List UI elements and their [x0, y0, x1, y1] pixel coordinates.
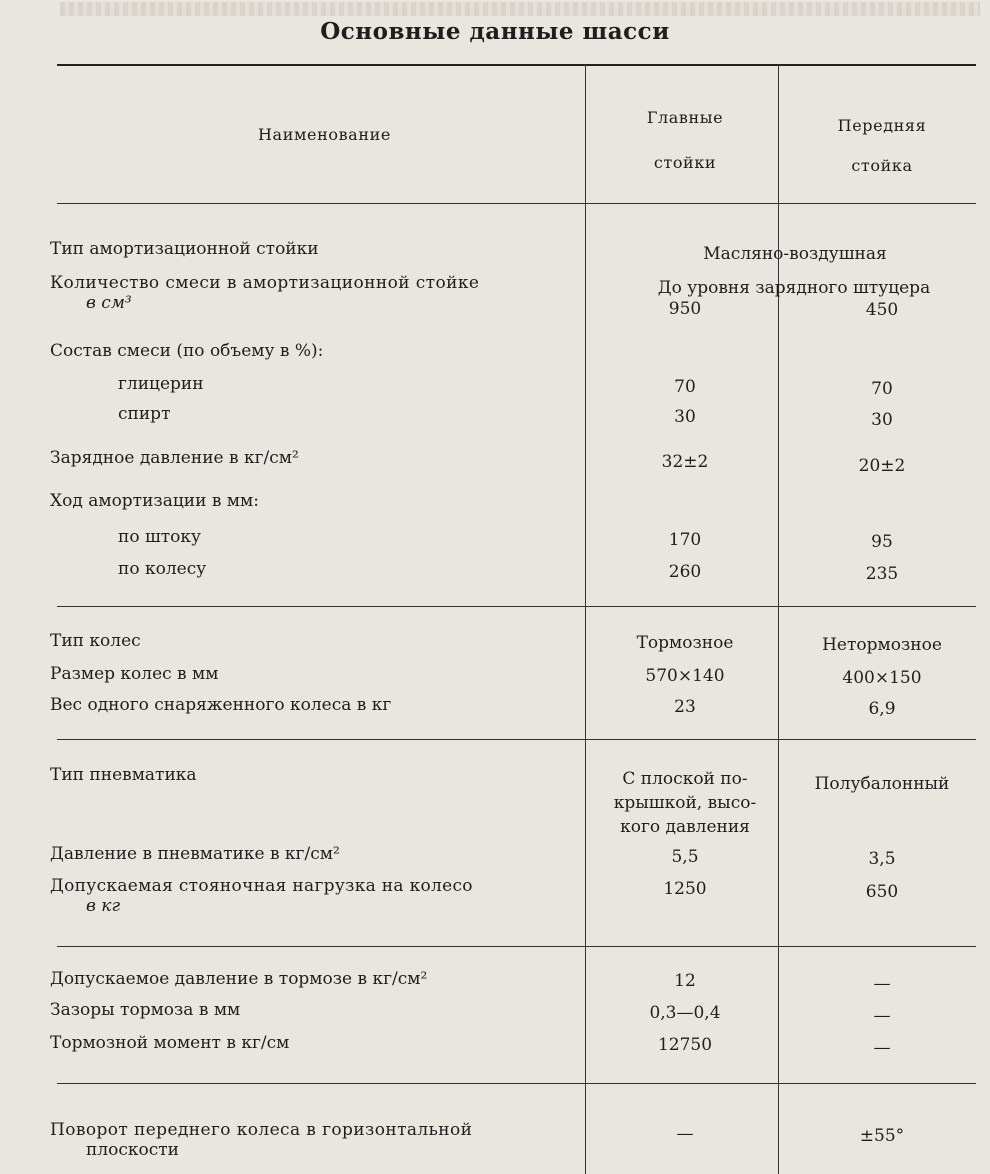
glycerin-front: 70: [871, 379, 893, 399]
row-label-tire-type: Тип пневматика: [50, 765, 197, 785]
row-label-glycerin: глицерин: [118, 374, 204, 394]
mix-qty-main: 950: [668, 299, 702, 319]
wheel-type-front: Нетормозное: [822, 635, 942, 655]
glycerin-main: 70: [674, 377, 696, 397]
tire-pressure-main: 5,5: [671, 847, 699, 867]
row-label-wheel-type: Тип колес: [50, 631, 141, 651]
front-turn-main: —: [676, 1124, 694, 1144]
alcohol-main: 30: [674, 407, 696, 427]
charge-pressure-main: 32±2: [661, 452, 709, 472]
stroke-rod-main: 170: [668, 530, 702, 550]
brake-pressure-front: —: [873, 974, 891, 994]
header-main-line1: Главные: [646, 108, 724, 127]
header-main-line2: стойки: [653, 153, 717, 172]
row-label-tire-pressure: Давление в пневматике в кг/см²: [50, 844, 340, 864]
row-label-wheel-size: Размер колес в мм: [50, 664, 219, 684]
header-name: Наименование: [258, 125, 391, 144]
row-label-mix-qty-unit: в см³: [86, 293, 132, 313]
row-label-stroke: Ход амортизации в мм:: [50, 491, 259, 511]
tire-type-front: Полубалонный: [814, 774, 950, 794]
stroke-wheel-front: 235: [865, 564, 899, 584]
strut-type-value: Масляно-воздушная: [703, 244, 887, 264]
brake-torque-front: —: [873, 1038, 891, 1058]
row-label-charge-pressure: Зарядное давление в кг/см²: [50, 448, 299, 468]
wheel-size-main: 570×140: [645, 666, 725, 686]
rule-section-3: [57, 946, 976, 947]
bleed-through-text: [60, 2, 980, 16]
row-label-front-turn: Поворот переднего колеса в горизонтальной: [50, 1120, 473, 1140]
row-label-mix-composition: Состав смеси (по объему в %):: [50, 341, 324, 361]
front-turn-front: ±55°: [859, 1126, 905, 1146]
wheel-type-main: Тормозное: [636, 633, 734, 653]
rule-header: [57, 203, 976, 204]
parking-load-front: 650: [865, 882, 899, 902]
row-label-parking-load: Допускаемая стояночная нагрузка на колесо: [50, 876, 473, 896]
page-title: Основные данные шасси: [320, 18, 670, 45]
rule-section-4: [57, 1083, 976, 1084]
mix-qty-note: До уровня зарядного штуцера: [657, 278, 931, 298]
row-label-brake-gaps: Зазоры тормоза в мм: [50, 1000, 241, 1020]
wheel-size-front: 400×150: [842, 668, 922, 688]
charge-pressure-front: 20±2: [858, 456, 906, 476]
column-divider-1: [585, 64, 586, 1174]
row-label-stroke-wheel: по колесу: [118, 559, 207, 579]
row-label-brake-pressure: Допускаемое давление в тормозе в кг/см²: [50, 969, 428, 989]
row-label-brake-torque: Тормозной момент в кг/см: [50, 1033, 290, 1053]
row-label-front-turn-line2: плоскости: [86, 1140, 180, 1160]
row-label-alcohol: спирт: [118, 404, 171, 424]
rule-section-2: [57, 739, 976, 740]
header-front-line1: Передняя: [837, 116, 927, 135]
brake-gaps-main: 0,3—0,4: [649, 1003, 721, 1023]
wheel-weight-front: 6,9: [868, 699, 896, 719]
rule-section-1: [57, 606, 976, 607]
stroke-rod-front: 95: [871, 532, 893, 552]
tire-type-main-line3: кого давления: [620, 817, 750, 837]
brake-torque-main: 12750: [657, 1035, 713, 1055]
header-front-line2: стойка: [851, 156, 913, 175]
row-label-stroke-rod: по штоку: [118, 527, 202, 547]
row-label-parking-load-unit: в кг: [86, 896, 121, 916]
row-label-mix-qty: Количество смеси в амортизационной стойке: [50, 273, 480, 293]
tire-type-main-line2: крышкой, высо-: [613, 793, 757, 813]
rule-top: [57, 64, 976, 66]
row-label-wheel-weight: Вес одного снаряженного колеса в кг: [50, 695, 392, 715]
row-label-strut-type: Тип амортизационной стойки: [50, 239, 319, 259]
tire-type-main-line1: С плоской по-: [622, 769, 748, 789]
mix-qty-front: 450: [865, 300, 899, 320]
tire-pressure-front: 3,5: [868, 849, 896, 869]
alcohol-front: 30: [871, 410, 893, 430]
parking-load-main: 1250: [663, 879, 707, 899]
brake-gaps-front: —: [873, 1006, 891, 1026]
stroke-wheel-main: 260: [668, 562, 702, 582]
wheel-weight-main: 23: [674, 697, 696, 717]
brake-pressure-main: 12: [674, 971, 696, 991]
